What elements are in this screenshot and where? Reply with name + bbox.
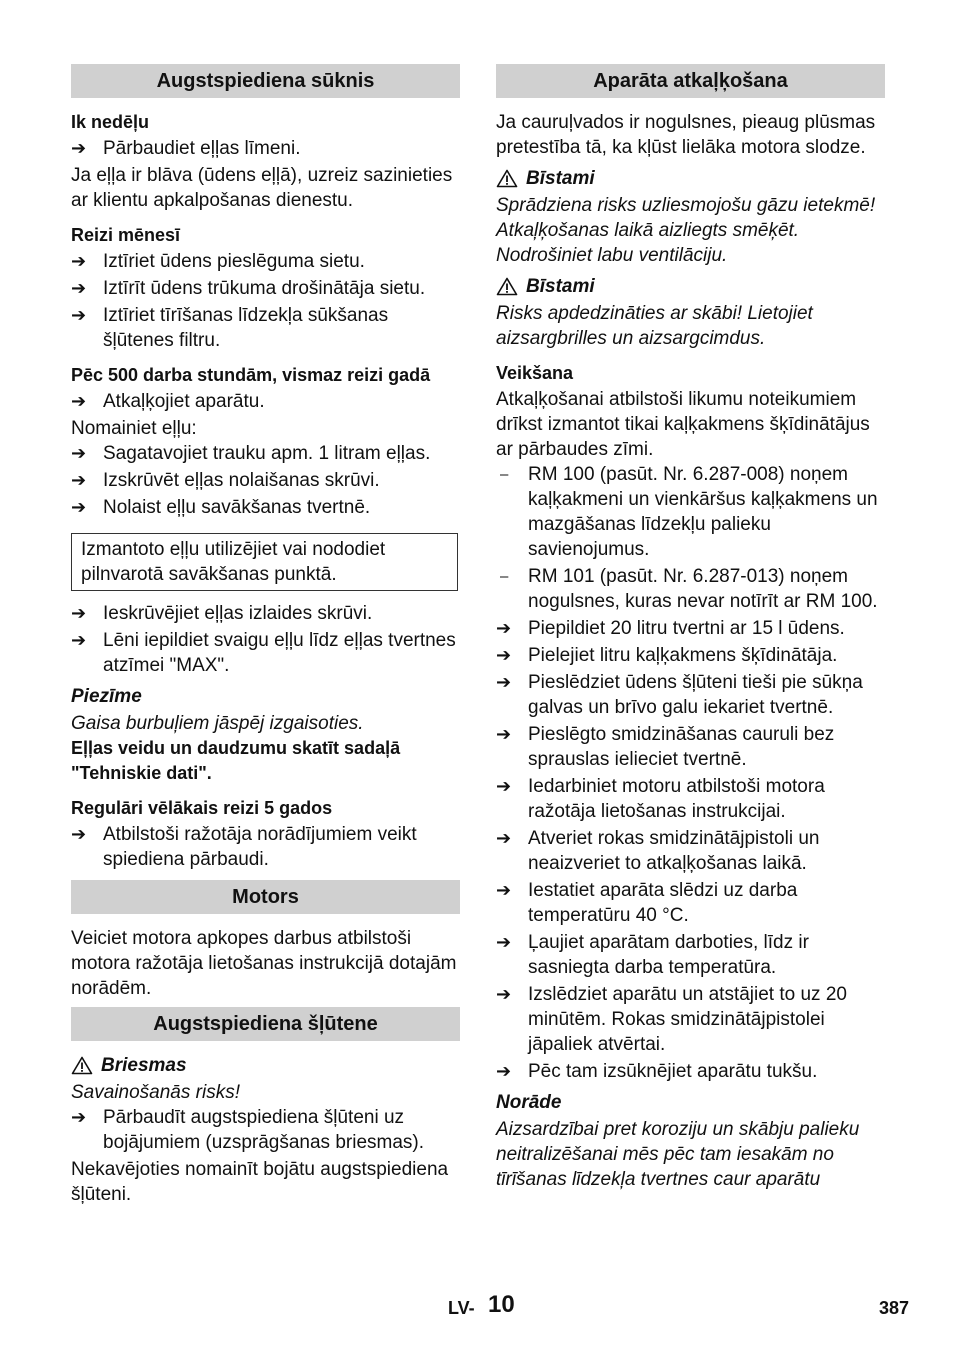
list-item: – RM 100 (pasūt. Nr. 6.287-008) noņem kaļķakmeni un vienkāršus kaļķakmens un mazgāšanas līdzekļu palieku savienojumus. — [500, 464, 878, 560]
absolute-page-number: 387 — [879, 1298, 910, 1318]
list-item: ➔ Atbilstoši ražotāja norādījumiem veikt spiediena pārbaudi. — [71, 824, 417, 870]
list-item: ➔ Atveriet rokas smidzinātājpistoli un neaizveriet to atkaļķošanas laikā. — [496, 828, 820, 874]
list-item: ➔ Pielejiet litru kaļķakmens šķīdinātāja. — [496, 645, 838, 666]
list-item: – RM 101 (pasūt. Nr. 6.287-013) noņem nogulsnes, kuras nevar notīrīt ar RM 100. — [500, 566, 878, 612]
arrow-right-icon: ➔ — [71, 305, 87, 325]
notice-box: Izmantoto eļļu utilizējiet vai nododiet pilnvarotā savākšanas punktā. — [71, 533, 458, 591]
arrow-right-icon: ➔ — [496, 672, 512, 692]
arrow-right-icon: ➔ — [71, 391, 87, 411]
paragraph: Ja cauruļvados ir nogulsnes, pieaug plūsmas pretestība tā, ka kļūst lielāka motora slodze. — [496, 112, 876, 158]
list-item: ➔ Pieslēgto smidzināšanas cauruli bez sprauslas ielieciet tvertnē. — [496, 724, 835, 770]
subheading-5-years: Regulāri vēlākais reizi 5 gados — [71, 798, 333, 818]
list-item: ➔ Iztīriet ūdens pieslēguma sietu. — [71, 251, 365, 272]
subheading-500-hours: Pēc 500 darba stundām, vismaz reizi gadā — [71, 365, 431, 385]
subheading-weekly: Ik nedēļu — [71, 112, 150, 132]
arrow-right-icon: ➔ — [496, 618, 512, 638]
list-item: ➔ Pieslēdziet ūdens šļūteni tieši pie sūkņa galvas un brīvo galu iekariet tvertnē. — [496, 672, 863, 718]
list-item: ➔ Piepildiet 20 litru tvertni ar 15 l ūdens. — [496, 618, 845, 639]
warning-triangle-icon — [496, 169, 518, 188]
arrow-right-icon: ➔ — [496, 828, 512, 848]
list-item: ➔ Pārbaudiet eļļas līmeni. — [71, 138, 301, 159]
arrow-right-icon: ➔ — [71, 470, 87, 490]
danger-text: Savainošanās risks! — [71, 1082, 240, 1103]
warning-triangle-icon — [71, 1056, 93, 1075]
danger-warning: Bīstami — [496, 274, 885, 299]
arrow-right-icon: ➔ — [496, 932, 512, 952]
language-code: LV- — [448, 1298, 475, 1318]
list-item: ➔ Nolaist eļļu savākšanas tvertnē. — [71, 497, 371, 518]
list-item: ➔ Pēc tam izsūknējiet aparātu tukšu. — [496, 1061, 818, 1082]
dash-bullet: – — [500, 466, 509, 483]
list-item: ➔ Sagatavojiet trauku apm. 1 litram eļļas. — [71, 443, 431, 464]
arrow-right-icon: ➔ — [496, 645, 512, 665]
note-label: Piezīme — [71, 686, 142, 707]
danger-warning: Briesmas — [71, 1053, 460, 1078]
section-heading-motor: Motors — [71, 880, 460, 914]
danger-warning: Bīstami — [496, 166, 885, 191]
arrow-right-icon: ➔ — [71, 1107, 87, 1127]
right-column — [496, 64, 885, 1192]
arrow-right-icon: ➔ — [71, 497, 87, 517]
paragraph: Ja eļļa ir blāva (ūdens eļļā), uzreiz sazinieties ar klientu apkalpošanas dienestu. — [71, 165, 453, 211]
list-item: ➔ Ieskrūvējiet eļļas izlaides skrūvi. — [71, 603, 373, 624]
arrow-right-icon: ➔ — [496, 724, 512, 744]
page-number: 10 — [488, 1291, 515, 1318]
list-item: ➔ Lēni iepildiet svaigu eļļu līdz eļļas tvertnes atzīmei "MAX". — [71, 630, 456, 676]
paragraph: Veiciet motora apkopes darbus atbilstoši motora ražotāja lietošanas instrukcijā dotajām norādēm. — [71, 928, 457, 999]
note-label: Norāde — [496, 1092, 562, 1113]
warning-text: Risks apdedzināties ar skābi! Lietojiet aizsargbrilles un aizsargcimdus. — [496, 303, 813, 349]
list-item: ➔ Iztīrīt ūdens trūkuma drošinātāja sietu. — [71, 278, 426, 299]
paragraph: Nekavējoties nomainīt bojātu augstspiediena šļūteni. — [71, 1159, 449, 1205]
dash-bullet: – — [500, 568, 509, 585]
paragraph: Nomainiet eļļu: — [71, 418, 197, 439]
page-footer — [0, 1292, 954, 1322]
arrow-right-icon: ➔ — [71, 251, 87, 271]
arrow-right-icon: ➔ — [496, 984, 512, 1004]
list-item: ➔ Iedarbiniet motoru atbilstoši motora ražotāja lietošanas instrukcijai. — [496, 776, 825, 822]
note-text: Gaisa burbuļiem jāspēj izgaisoties. — [71, 713, 364, 734]
arrow-right-icon: ➔ — [71, 443, 87, 463]
subheading-monthly: Reizi mēnesī — [71, 225, 181, 245]
list-item: ➔ Pārbaudīt augstspiediena šļūteni uz bojājumiem (uzsprāgšanas briesmas). — [71, 1107, 425, 1153]
arrow-right-icon: ➔ — [71, 630, 87, 650]
arrow-right-icon: ➔ — [71, 278, 87, 298]
arrow-right-icon: ➔ — [496, 1061, 512, 1081]
list-item: ➔ Iestatiet aparāta slēdzi uz darba temperatūru 40 °C. — [496, 880, 798, 926]
arrow-right-icon: ➔ — [71, 824, 87, 844]
subheading-procedure: Veikšana — [496, 363, 574, 383]
warning-triangle-icon — [496, 277, 518, 296]
list-item: ➔ Ļaujiet aparātam darboties, līdz ir sasniegta darba temperatūra. — [496, 932, 809, 978]
arrow-right-icon: ➔ — [496, 776, 512, 796]
list-item: ➔ Izslēdziet aparātu un atstājiet to uz 20 minūtēm. Rokas smidzinātājpistolei jāpaliek atvērtai. — [496, 984, 847, 1055]
section-heading-high-pressure-hose: Augstspiediena šļūtene — [71, 1007, 460, 1041]
list-item: ➔ Izskrūvēt eļļas nolaišanas skrūvi. — [71, 470, 380, 491]
note-bold-text: Eļļas veidu un daudzumu skatīt sadaļā "Tehniskie dati". — [71, 738, 401, 783]
arrow-right-icon: ➔ — [71, 138, 87, 158]
list-item: ➔ Atkaļķojiet aparātu. — [71, 391, 265, 412]
section-heading-descaling: Aparāta atkaļķošana — [496, 64, 885, 98]
arrow-right-icon: ➔ — [496, 880, 512, 900]
left-column — [71, 64, 460, 1207]
arrow-right-icon: ➔ — [71, 603, 87, 623]
list-item: ➔ Iztīriet tīrīšanas līdzekļa sūkšanas šļūtenes filtru. — [71, 305, 389, 351]
note-text: Aizsardzībai pret koroziju un skābju palieku neitralizēšanai mēs pēc tam iesakām no tīrīšanas līdzekļa tvertnes caur aparātu — [496, 1119, 860, 1190]
warning-text: Sprādziena risks uzliesmojošu gāzu ietekmē! Atkaļķošanas laikā aizliegts smēķēt. Nodrošiniet labu ventilāciju. — [496, 195, 876, 266]
section-heading-high-pressure-pump: Augstspiediena sūknis — [71, 64, 460, 98]
paragraph: Atkaļķošanai atbilstoši likumu noteikumiem drīkst izmantot tikai kaļķakmens šķīdinātājus ar pārbaudes zīmi. — [496, 389, 870, 460]
